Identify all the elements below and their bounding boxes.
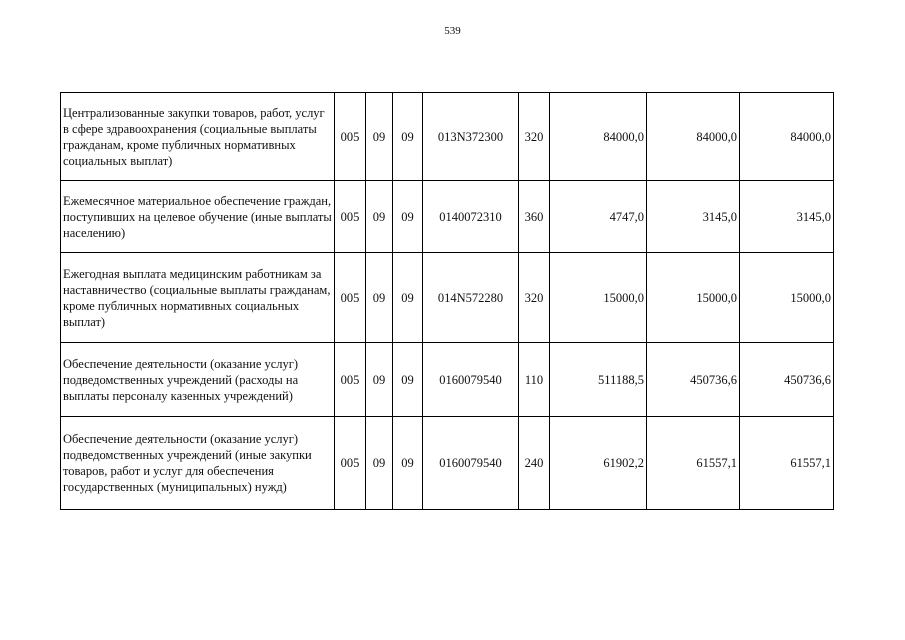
amount-cell: 84000,0	[647, 93, 740, 181]
amount-cell: 3145,0	[647, 181, 740, 253]
page-number: 539	[444, 25, 461, 37]
section-code: 09	[366, 417, 393, 510]
table-row	[61, 93, 834, 181]
subsection-code: 09	[393, 181, 423, 253]
subsection-code: 09	[393, 93, 423, 181]
expense-type-code: 360	[519, 181, 550, 253]
section-code: 09	[366, 93, 393, 181]
row-description: Обеспечение деятельности (оказание услуг) подведомственных учреждений (иные закупки товаров, работ и услуг для обеспечения государственных (муниципальных) нужд)	[61, 417, 335, 510]
amount-cell: 84000,0	[740, 93, 834, 181]
table-row	[61, 181, 834, 253]
ministry-code: 005	[335, 343, 366, 417]
table-row	[61, 343, 834, 417]
target-article-code: 0160079540	[423, 343, 519, 417]
expense-type-code: 110	[519, 343, 550, 417]
ministry-code: 005	[335, 417, 366, 510]
amount-cell: 61902,2	[550, 417, 647, 510]
amount-cell: 450736,6	[647, 343, 740, 417]
section-code: 09	[366, 343, 393, 417]
target-article-code: 0160079540	[423, 417, 519, 510]
amount-cell: 15000,0	[740, 253, 834, 343]
amount-cell: 511188,5	[550, 343, 647, 417]
amount-cell: 61557,1	[647, 417, 740, 510]
expense-type-code: 240	[519, 417, 550, 510]
target-article-code: 013N372300	[423, 93, 519, 181]
subsection-code: 09	[393, 253, 423, 343]
amount-cell: 4747,0	[550, 181, 647, 253]
row-description: Ежемесячное материальное обеспечение граждан, поступивших на целевое обучение (иные выплаты населению)	[61, 181, 335, 253]
amount-cell: 84000,0	[550, 93, 647, 181]
table-row	[61, 417, 834, 510]
table-row	[61, 253, 834, 343]
amount-cell: 15000,0	[647, 253, 740, 343]
row-description: Ежегодная выплата медицинским работникам за наставничество (социальные выплаты гражданам, кроме публичных нормативных социальных выплат)	[61, 253, 335, 343]
row-description: Обеспечение деятельности (оказание услуг) подведомственных учреждений (расходы на выплаты персоналу казенных учреждений)	[61, 343, 335, 417]
subsection-code: 09	[393, 417, 423, 510]
section-code: 09	[366, 181, 393, 253]
amount-cell: 450736,6	[740, 343, 834, 417]
section-code: 09	[366, 253, 393, 343]
subsection-code: 09	[393, 343, 423, 417]
budget-table	[60, 92, 834, 510]
target-article-code: 014N572280	[423, 253, 519, 343]
ministry-code: 005	[335, 253, 366, 343]
row-description: Централизованные закупки товаров, работ, услуг в сфере здравоохранения (социальные выплаты гражданам, кроме публичных нормативных социальных выплат)	[61, 93, 335, 181]
ministry-code: 005	[335, 93, 366, 181]
amount-cell: 61557,1	[740, 417, 834, 510]
expense-type-code: 320	[519, 253, 550, 343]
expense-type-code: 320	[519, 93, 550, 181]
amount-cell: 15000,0	[550, 253, 647, 343]
amount-cell: 3145,0	[740, 181, 834, 253]
target-article-code: 0140072310	[423, 181, 519, 253]
ministry-code: 005	[335, 181, 366, 253]
